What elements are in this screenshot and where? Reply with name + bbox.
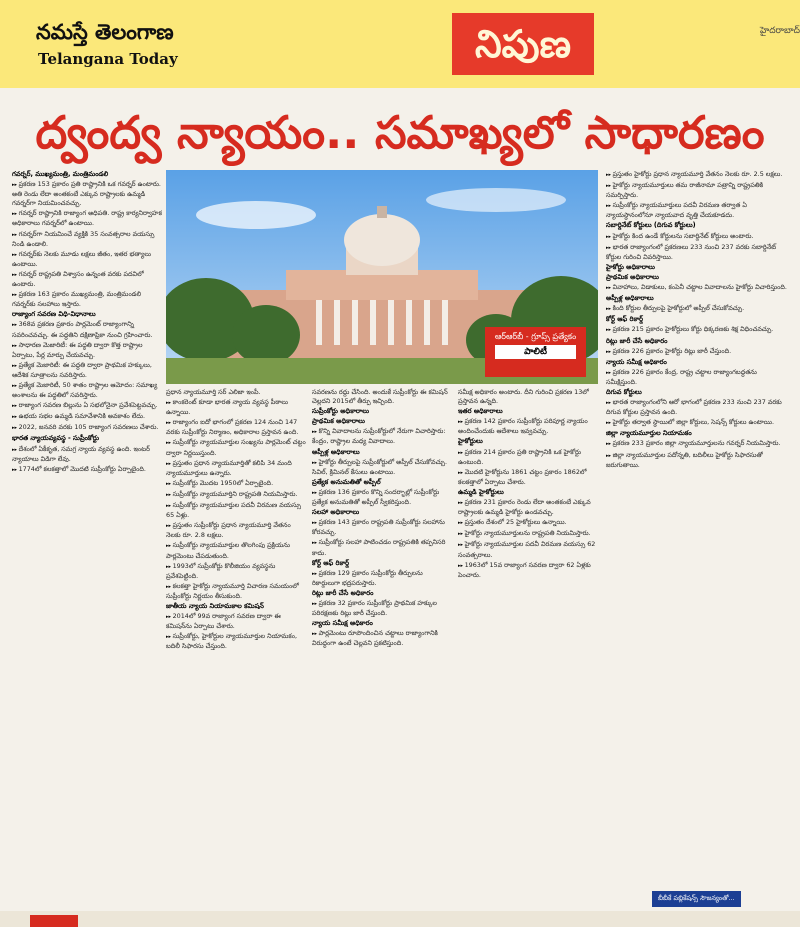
article-paragraph: ▸▸ ప్రకరణ 32 ప్రకారం సుప్రీంకోర్టు ప్రాథమిక హక్కుల పరిరక్షణకు రిట్లు జారీ చేస్తుంది. xyxy=(312,599,452,618)
section-heading: అప్పీళ్ల అధికారాలు xyxy=(606,294,654,303)
article-paragraph: ▸▸ హైకోర్టు కింద ఉండే కోర్టులను సబార్డినేట్ కోర్టులు అంటారు. xyxy=(606,232,788,242)
article-paragraph: ▸▸ సుప్రీంకోర్టు న్యాయమూర్తుల సంఖ్యను పార్లమెంట్ చట్టం ద్వారా నిర్ణయిస్తుంది. xyxy=(166,438,306,457)
article-paragraph: ▸▸ కాంకరెంట్ కూడా భారత న్యాయ వ్యవస్థ పీఠాలు ఉన్నాయి. xyxy=(166,398,306,417)
article-paragraph: ▸▸ ప్రస్తుతం ప్రధాన న్యాయమూర్తితో కలిపి 34 మంది న్యాయమూర్తులు ఉన్నారు. xyxy=(166,459,306,478)
section-heading: సబార్డినేట్ కోర్టులు (దిగువ కోర్టులు) xyxy=(606,221,696,230)
section-heading: న్యాయ సమీక్ష అధికారం xyxy=(606,357,667,366)
section-heading: ఇతర అధికారాలు xyxy=(458,407,503,416)
article-paragraph: ▸▸ కలకత్తా హైకోర్టు న్యాయమూర్తి విచారణ సమయంలో సుప్రీంకోర్టు నిర్ణయం తీసుకుంది. xyxy=(166,582,306,601)
section-heading: రాజ్యాంగ సవరణ విధి-విధానాలు xyxy=(12,310,96,319)
section-heading: ప్రత్యేక అనుమతితో అప్పీల్ xyxy=(312,477,381,486)
article-paragraph: ▸▸ గవర్నర్ రాష్ట్రపతి విశ్వాసం ఉన్నంత వరకు పదవిలో ఉంటారు. xyxy=(12,270,162,289)
article-paragraph: ▸▸ 1963లో 15వ రాజ్యాంగ సవరణ ద్వారా 62 ఏళ్లకు పెంచారు. xyxy=(458,561,598,580)
article-paragraph: ▸▸ ప్రకరణ 142 ప్రకారం సుప్రీంకోర్టు పరిపూర్ణ న్యాయం అందించేందుకు ఆదేశాలు ఇవ్వవచ్చు. xyxy=(458,417,598,436)
article-paragraph: ▸▸ గవర్నర్‌గా నియమించే వ్యక్తికి 35 సంవత్సరాల వయస్సు నిండి ఉండాలి. xyxy=(12,230,162,249)
article-paragraph: ▸▸ రాజ్యాంగం ఐదో భాగంలో ప్రకరణ 124 నుంచి 147 వరకు సుప్రీంకోర్టు నిర్మాణం, అధికారాల ప్రస్తావన ఉంది. xyxy=(166,418,306,437)
article-paragraph: సమీక్ష అధికారం అంటారు. దీని గురించి ప్రకరణ 13లో ప్రస్తావన ఉన్నది. xyxy=(458,388,589,406)
section-heading: జాతీయ న్యాయ నియామకాల కమిషన్ xyxy=(166,601,264,610)
footer-strip xyxy=(0,911,800,927)
badge-line-1: ఆర్‌ఆర్‌బీ - గ్రూప్స్ ప్రత్యేకం xyxy=(494,332,577,341)
article-paragraph: ▸▸ రాజ్యాంగ సవరణ బిల్లును ఏ సభలోనైనా ప్రవేశపెట్టవచ్చు. xyxy=(12,401,162,411)
article-column-2 xyxy=(166,388,306,903)
section-heading: భారత న్యాయవ్యవస్థ - సుప్రీంకోర్టు xyxy=(12,434,100,443)
article-paragraph: ▸▸ హైకోర్టు న్యాయమూర్తులను రాష్ట్రపతి నియమిస్తారు. xyxy=(458,529,598,539)
article-paragraph: ▸▸ 1993లో సుప్రీంకోర్టు కొలీజియం వ్యవస్థను ప్రవేశపెట్టింది. xyxy=(166,562,306,581)
section-heading: ప్రాథమిక అధికారాలు xyxy=(312,417,365,426)
section-heading: జిల్లా న్యాయమూర్తుల నియామకం xyxy=(606,429,692,438)
section-heading: ప్రాథమిక అధికారాలు xyxy=(606,272,659,281)
article-paragraph: ▸▸ ప్రకరణ 215 ప్రకారం హైకోర్టులు కోర్టు ధిక్కరణకు శిక్ష విధించవచ్చు. xyxy=(606,325,788,335)
article-paragraph: ▸▸ సుప్రీంకోర్టు సలహా పాటించడం రాష్ట్రపతికి తప్పనిసరి కాదు. xyxy=(312,538,452,557)
article-paragraph: ▸▸ సాధారణ మెజారిటీ: ఈ పద్ధతి ద్వారా కొత్త రాష్ట్రాల ఏర్పాటు, పేర్ల మార్పు చేయవచ్చు. xyxy=(12,341,162,360)
article-paragraph: ▸▸ ప్రస్తుతం సుప్రీంకోర్టు ప్రధాన న్యాయమూర్తి వేతనం నెలకు రూ. 2.8 లక్షలు. xyxy=(166,521,306,540)
article-paragraph: ▸▸ జిల్లా న్యాయమూర్తుల పదోన్నతి, బదిలీలు హైకోర్టు సిఫారసుతో జరుగుతాయి. xyxy=(606,451,788,470)
article-paragraph: ▸▸ సుప్రీంకోర్టు న్యాయమూర్తిని రాష్ట్రపతి నియమిస్తారు. xyxy=(166,490,306,500)
article-paragraph: ▸▸ హైకోర్టు తీర్పులపై సుప్రీంకోర్టులో అప్పీల్ చేసుకోవచ్చు. సివిల్, క్రిమినల్ కేసులు ఉంటాయి. xyxy=(312,458,452,477)
article-paragraph: ▸▸ ప్రకరణ 233 ప్రకారం జిల్లా న్యాయమూర్తులను గవర్నర్ నియమిస్తారు. xyxy=(606,439,788,449)
section-heading: దిగువ కోర్టులు xyxy=(606,387,642,396)
article-paragraph: ▸▸ ప్రస్తుతం దేశంలో 25 హైకోర్టులు ఉన్నాయి. xyxy=(458,518,598,528)
headline: ద్వంద్వ న్యాయం.. సమాఖ్యలో సాధారణం xyxy=(35,106,765,159)
article-paragraph: ప్రధాన న్యాయమూర్తి సర్ ఎలిజా ఇంపీ. xyxy=(166,388,261,396)
article-paragraph: ▸▸ కొన్ని వివాదాలను సుప్రీంకోర్టులో నేరుగా విచారిస్తారు: కేంద్రం, రాష్ట్రాల మధ్య వివాదాలు. xyxy=(312,427,452,446)
footer-accent xyxy=(30,915,78,927)
article-paragraph: ▸▸ ప్రకరణ 226 ప్రకారం కేంద్ర, రాష్ట్ర చట్టాల రాజ్యాంగబద్ధతను సమీక్షిస్తుంది. xyxy=(606,368,788,387)
article-paragraph: ▸▸ ప్రత్యేక మెజారిటీ: ఈ పద్ధతి ద్వారా ప్రాథమిక హక్కులు, ఆదేశిక సూత్రాలను సవరిస్తారు. xyxy=(12,361,162,380)
article-column-3 xyxy=(312,388,452,903)
section-heading: గవర్నర్, ముఖ్యమంత్రి, మంత్రిమండలి xyxy=(12,170,109,178)
article-paragraph: ▸▸ ప్రకరణ 226 ప్రకారం హైకోర్టు రిట్లు జారీ చేస్తుంది. xyxy=(606,347,788,357)
article-paragraph: ▸▸ భారత రాజ్యాంగంలో ప్రకరణలు 233 నుంచి 237 వరకు సబార్డినేట్ కోర్టుల గురించి వివరిస్తాయి. xyxy=(606,243,788,262)
brand-english[interactable]: Telangana Today xyxy=(38,50,178,68)
article-paragraph: ▸▸ 2022, జనవరి వరకు 105 రాజ్యాంగ సవరణలు చేశారు. xyxy=(12,423,162,433)
city-label: హైదరాబాద్ xyxy=(759,26,800,36)
brand-telugu[interactable]: నమస్తే తెలంగాణ xyxy=(36,20,174,44)
article-paragraph: ▸▸ గవర్నర్‌కు నెలకు మూడు లక్షలు జీతం, ఇతర భత్యాలు ఉంటాయి. xyxy=(12,250,162,269)
article-paragraph: ▸▸ ప్రకరణ 136 ప్రకారం కొన్ని సందర్భాల్లో సుప్రీంకోర్టు ప్రత్యేక అనుమతితో అప్పీల్ స్వీకరిస్తుంది. xyxy=(312,488,452,507)
article-paragraph: ▸▸ ప్రకరణ 129 ప్రకారం సుప్రీంకోర్టు తీర్పులను రికార్డులుగా భద్రపరుస్తారు. xyxy=(312,569,452,588)
article-paragraph: ▸▸ సుప్రీంకోర్టు న్యాయమూర్తులు పదవీ విరమణ తర్వాత ఏ న్యాయస్థానంలోనూ న్యాయవాద వృత్తి చేయకూడదు. xyxy=(606,201,788,220)
article-paragraph: ▸▸ ప్రస్తుతం హైకోర్టు ప్రధాన న్యాయమూర్తి వేతనం నెలకు రూ. 2.5 లక్షలు. xyxy=(606,170,788,180)
article-paragraph: ▸▸ ప్రకరణ 143 ప్రకారం రాష్ట్రపతి సుప్రీంకోర్టు సలహాను కోరవచ్చు. xyxy=(312,518,452,537)
article-column-5 xyxy=(606,170,788,885)
category-badge xyxy=(485,327,586,377)
article-paragraph: ▸▸ సుప్రీంకోర్టు మొదట 1950లో ఏర్పాటైంది. xyxy=(166,479,306,489)
article-paragraph: ▸▸ సుప్రీంకోర్టు న్యాయమూర్తుల పదవీ విరమణ వయస్సు 65 ఏళ్లు. xyxy=(166,501,306,520)
article-paragraph: ▸▸ హైకోర్టు న్యాయమూర్తుల పదవీ విరమణ వయస్సు 62 సంవత్సరాలు. xyxy=(458,540,598,559)
section-heading: హైకోర్టు అధికారాలు xyxy=(606,262,655,271)
article-paragraph: ▸▸ సుప్రీంకోర్టు, హైకోర్టుల న్యాయమూర్తుల నియామకం, బదిలీ సిఫారసు చేస్తుంది. xyxy=(166,632,306,651)
section-heading: సలహా అధికారాలు xyxy=(312,508,360,517)
article-paragraph: సవరణను రద్దు చేసింది. అందుకే సుప్రీంకోర్టు ఈ కమిషన్ చెల్లదని 2015లో తీర్పు ఇచ్చింది. xyxy=(312,388,448,406)
article-paragraph: ▸▸ దేశంలో ఏకీకృత, సమగ్ర న్యాయ వ్యవస్థ ఉంది. ఇంటర్ న్యాయాలు విడిగా లేవు. xyxy=(12,445,162,464)
article-paragraph: ▸▸ భారత రాజ్యాంగంలోని ఆరో భాగంలో ప్రకరణ 233 నుంచి 237 వరకు దిగువ కోర్టుల ప్రస్తావన ఉంది. xyxy=(606,398,788,417)
article-column-4 xyxy=(458,388,598,903)
article-paragraph: ▸▸ ప్రకరణ 163 ప్రకారం ముఖ్యమంత్రి, మంత్రిమండలి గవర్నర్‌కు సలహాలు ఇస్తారు. xyxy=(12,290,162,309)
article-paragraph: ▸▸ హైకోర్టు న్యాయమూర్తులు తమ రాజీనామా పత్రాన్ని రాష్ట్రపతికి సమర్పిస్తారు. xyxy=(606,181,788,200)
article-paragraph: ▸▸ ఉభయ సభల ఉమ్మడి సమావేశానికి అవకాశం లేదు. xyxy=(12,412,162,422)
section-logo: నిపుణ xyxy=(452,13,594,75)
article-column-1 xyxy=(12,170,162,903)
article-paragraph: ▸▸ సుప్రీంకోర్టు న్యాయమూర్తుల తొలగింపు ప్రక్రియను పార్లమెంటు చేపడుతుంది. xyxy=(166,541,306,560)
section-heading: హైకోర్టులు xyxy=(458,437,483,446)
article-paragraph: ▸▸ మొదటి హైకోర్టును 1861 చట్టం ప్రకారం 1862లో కలకత్తాలో ఏర్పాటు చేశారు. xyxy=(458,468,598,487)
section-heading: రిట్లు జారీ చేసే అధికారం xyxy=(606,336,668,345)
section-heading: కోర్ట్ ఆఫ్ రికార్డ్ xyxy=(312,558,350,567)
article-paragraph: ▸▸ కింది కోర్టుల తీర్పులపై హైకోర్టులో అప్పీల్ చేసుకోవచ్చు. xyxy=(606,304,788,314)
article-paragraph: ▸▸ ప్రకరణ 153 ప్రకారం ప్రతి రాష్ట్రానికి ఒక గవర్నర్ ఉంటారు. అతి రెండు లేదా అంతకంటే ఎక్కువ రాష్ట్రాలకు ఉమ్మడి గవర్నర్‌గా నియమించవచ్చు. xyxy=(12,180,162,208)
article-paragraph: ▸▸ ప్రకరణ 214 ప్రకారం ప్రతి రాష్ట్రానికి ఒక హైకోర్టు ఉంటుంది. xyxy=(458,448,598,467)
article-paragraph: ▸▸ 1774లో కలకత్తాలో మొదటి సుప్రీంకోర్టు ఏర్పాటైంది. xyxy=(12,465,162,475)
section-heading: ఉమ్మడి హైకోర్టులు xyxy=(458,487,504,496)
section-heading: సుప్రీంకోర్టు అధికారాలు xyxy=(312,407,370,416)
article-paragraph: ▸▸ వివాహాలు, విడాకులు, కంపెనీ చట్టాల వివాదాలను హైకోర్టు విచారిస్తుంది. xyxy=(606,283,788,293)
section-heading: రిట్లు జారీ చేసే అధికారం xyxy=(312,588,374,597)
article-paragraph: ▸▸ 368వ ప్రకరణ ప్రకారం పార్లమెంట్ రాజ్యాంగాన్ని సవరించవచ్చు. ఈ పద్ధతిని దక్షిణాఫ్రికా నుంచి గ్రహించారు. xyxy=(12,320,162,339)
section-heading: న్యాయ సమీక్ష అధికారం xyxy=(312,619,373,628)
article-paragraph: ▸▸ హైకోర్టు తర్వాత స్థాయిలో జిల్లా కోర్టులు, సెషన్స్ కోర్టులు ఉంటాయి. xyxy=(606,418,788,428)
section-heading: కోర్ట్ ఆఫ్ రికార్డ్ xyxy=(606,315,644,324)
badge-line-2: పాలిటీ xyxy=(495,345,576,359)
article-paragraph: ▸▸ పార్లమెంటు రూపొందించిన చట్టాలు రాజ్యాంగానికి విరుద్ధంగా ఉంటే చెల్లవని ప్రకటిస్తుంది. xyxy=(312,629,452,648)
article-paragraph: ▸▸ 2014లో 99వ రాజ్యాంగ సవరణ ద్వారా ఈ కమిషన్‌ను ఏర్పాటు చేశారు. xyxy=(166,612,306,631)
article-paragraph: ▸▸ ప్రకరణ 231 ప్రకారం రెండు లేదా అంతకంటే ఎక్కువ రాష్ట్రాలకు ఉమ్మడి హైకోర్టు ఉండవచ్చు. xyxy=(458,498,598,517)
section-heading: అప్పీళ్ల అధికారాలు xyxy=(312,447,360,456)
article-paragraph: ▸▸ ప్రత్యేక మెజారిటీ, 50 శాతం రాష్ట్రాల ఆమోదం: సమాఖ్య అంశాలను ఈ పద్ధతిలో సవరిస్తారు. xyxy=(12,381,162,400)
credit-line: బీబీకే పబ్లికేషన్స్ సౌజన్యంతో... xyxy=(652,891,741,907)
article-paragraph: ▸▸ గవర్నర్ రాష్ట్రానికి రాజ్యాంగ అధిపతి. రాష్ట్ర కార్యనిర్వాహక అధికారాలు గవర్నర్‌లో ఉంటాయి. xyxy=(12,209,162,228)
